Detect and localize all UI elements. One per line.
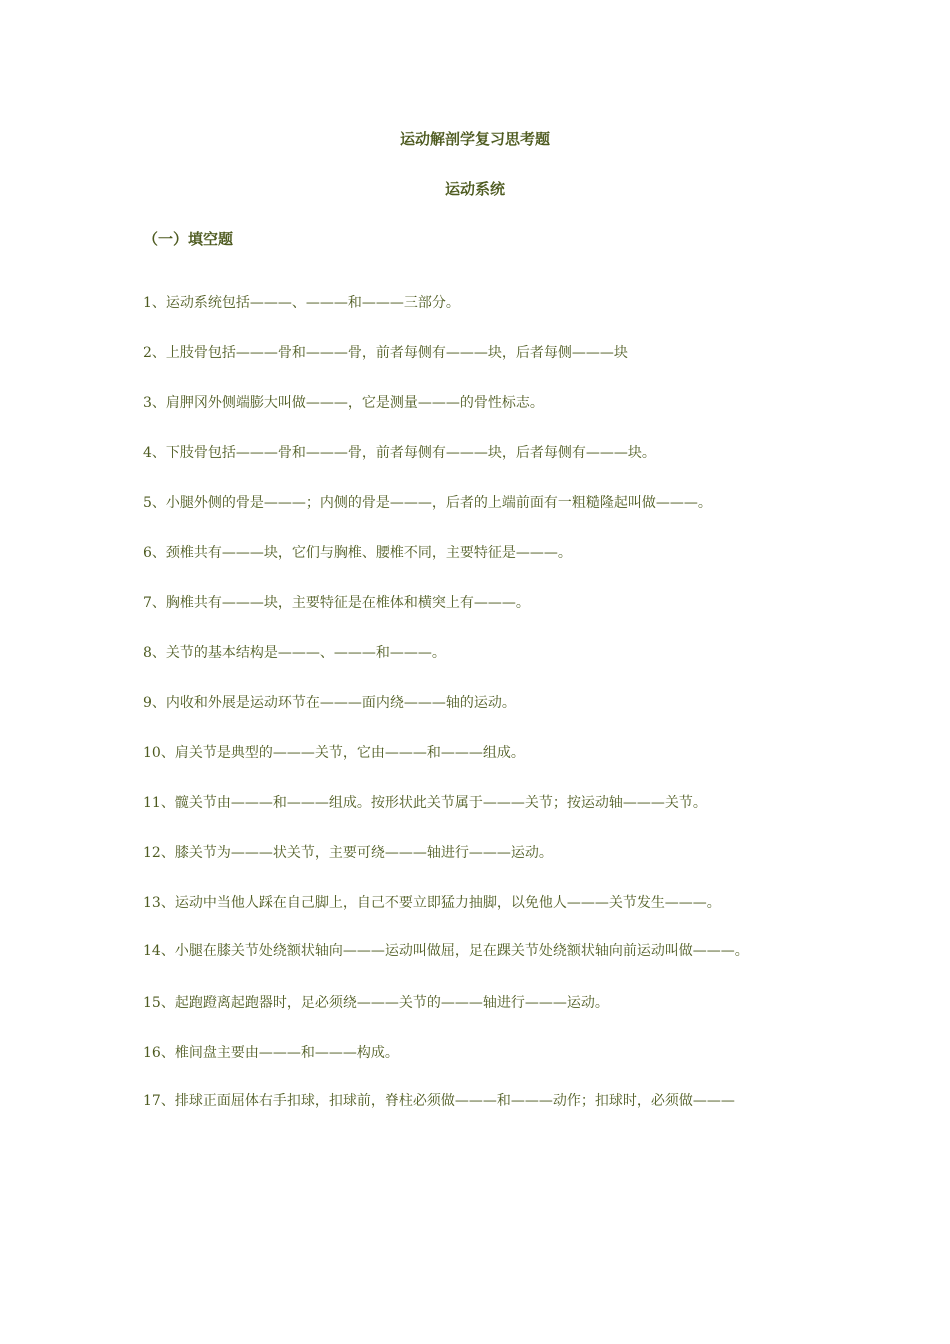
question-item: 15、起跑蹬离起跑器时，足必须绕———关节的———轴进行———运动。	[143, 995, 609, 1011]
question-item: 12、膝关节为———状关节，主要可绕———轴进行———运动。	[143, 845, 553, 861]
question-item: 11、髋关节由———和———组成。按形状此关节属于———关节；按运动轴———关节。	[143, 795, 707, 811]
question-item: 16、椎间盘主要由———和———构成。	[143, 1045, 399, 1061]
question-item: 3、肩胛冈外侧端膨大叫做———，它是测量———的骨性标志。	[143, 395, 544, 411]
question-item: 2、上肢骨包括———骨和———骨，前者每侧有———块，后者每侧———块	[143, 345, 628, 361]
question-item: 1、运动系统包括———、———和———三部分。	[143, 295, 460, 311]
question-item: 9、内收和外展是运动环节在———面内绕———轴的运动。	[143, 695, 516, 711]
chapter-title: 运动系统	[444, 180, 505, 198]
question-item: 10、肩关节是典型的———关节，它由———和———组成。	[143, 745, 525, 761]
question-list	[143, 278, 813, 1128]
section-heading: （一）填空题	[143, 230, 234, 248]
question-item: 17、排球正面屈体右手扣球，扣球前，脊柱必须做———和———动作；扣球时，必须做———	[143, 1093, 735, 1109]
question-item: 5、小腿外侧的骨是———；内侧的骨是———，后者的上端前面有一粗糙隆起叫做———。	[143, 495, 712, 511]
question-item: 6、颈椎共有———块，它们与胸椎、腰椎不同，主要特征是———。	[143, 545, 572, 561]
question-item: 4、下肢骨包括———骨和———骨，前者每侧有———块，后者每侧有———块。	[143, 445, 656, 461]
question-item: 14、小腿在膝关节处绕额状轴向———运动叫做屈，足在踝关节处绕额状轴向前运动叫做———。	[143, 943, 749, 959]
question-item: 7、胸椎共有———块，主要特征是在椎体和横突上有———。	[143, 595, 530, 611]
question-item: 13、运动中当他人踩在自己脚上，自己不要立即猛力抽脚，以免他人———关节发生———。	[143, 895, 721, 911]
document-title: 运动解剖学复习思考题	[399, 130, 550, 148]
question-item: 8、关节的基本结构是———、———和———。	[143, 645, 446, 661]
